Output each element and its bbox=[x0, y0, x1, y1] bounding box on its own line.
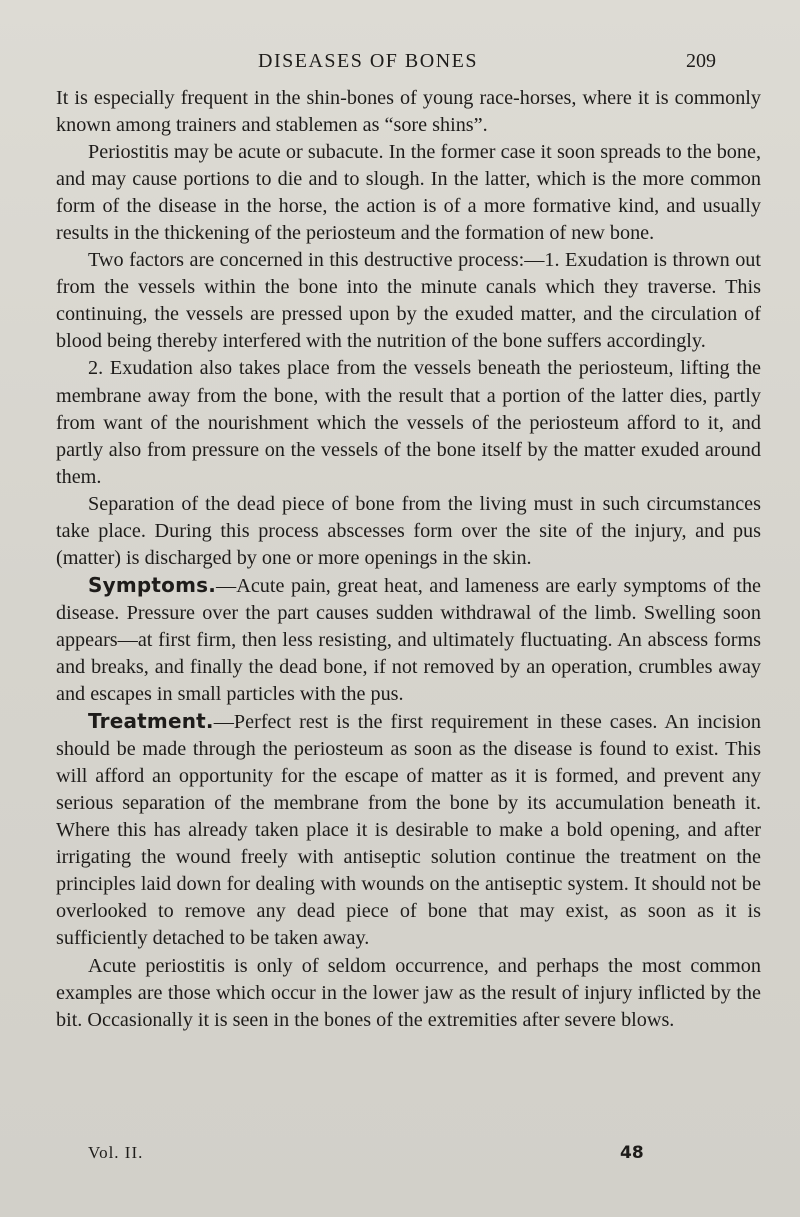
signature-mark: 48 bbox=[620, 1143, 644, 1163]
paragraph-3 bbox=[56, 247, 761, 355]
section-heading-symptoms: Symptoms. bbox=[88, 572, 217, 597]
paragraph-5 bbox=[56, 491, 761, 572]
page-footer bbox=[0, 1143, 800, 1167]
paragraph-treatment bbox=[56, 708, 761, 952]
paragraph-4 bbox=[56, 355, 761, 490]
paragraph-text: It is especially frequent in the shin-bones of young race-horses, where it is commonly known among trainers and stablemen as “sore shins”. bbox=[56, 87, 761, 137]
paragraph-2 bbox=[56, 139, 761, 247]
section-heading-treatment: Treatment. bbox=[88, 709, 214, 734]
paragraph-text: Periostitis may be acute or subacute. In the former case it soon spreads to the bone, and may cause portions to die and to slough. In the latter, which is the more common form of the disease in the horse, the action is of a more formative kind, and usually results in the thickening of the periosteum and the formation of new bone. bbox=[56, 141, 761, 245]
page-header bbox=[0, 50, 800, 80]
page-body bbox=[56, 85, 761, 1034]
paragraph-8 bbox=[56, 953, 761, 1034]
paragraph-text: 2. Exudation also takes place from the vessels beneath the periosteum, lifting the membrane away from the bone, with the result that a portion of the latter dies, partly from want of the nourishment which the vessels of the periosteum afford to it, and partly also from pressure on the vessels of the bone itself by the matter exuded around them. bbox=[56, 357, 761, 488]
paragraph-text: —Acute pain, great heat, and lameness are early symptoms of the disease. Pressure over the part causes sudden withdrawal of the limb. Swelling soon appears—at first firm, then less resisting, and ultimately fluctuating. An abscess forms and breaks, and finally the dead bone, if not removed by an operation, crumbles away and escapes in small particles with the pus. bbox=[56, 574, 761, 706]
paragraph-text: Separation of the dead piece of bone from the living must in such circumstances take place. During this process abscesses form over the site of the injury, and pus (matter) is discharged by one or more openings in the skin. bbox=[56, 492, 761, 569]
page-number: 209 bbox=[686, 50, 716, 72]
paragraph-text: Acute periostitis is only of seldom occurrence, and perhaps the most common examples are those which occur in the lower jaw as the result of injury inflicted by the bit. Occasionally it is seen in the bones of the extremities after severe blows. bbox=[56, 954, 761, 1031]
paragraph-text: —Perfect rest is the first requirement in these cases. An incision should be made through the periosteum as soon as the disease is found to exist. This will afford an opportunity for the escape of matter as it is formed, and prevent any serious separation of the membrane from the bone by its accumulation beneath it. Where this has already taken place it is desirable to make a bold opening, and after irrigating the wound freely with antiseptic solution continue the treatment on the principles laid down for dealing with wounds on the antiseptic system. It should not be overlooked to remove any dead piece of bone that may exist, as soon as it is sufficiently detached to be taken away. bbox=[56, 711, 761, 950]
volume-label: Vol. II. bbox=[88, 1143, 144, 1162]
paragraph-text: Two factors are concerned in this destructive process:—1. Exudation is thrown out from the vessels within the bone into the minute canals which they traverse. This continuing, the vessels are pressed upon by the exuded matter, and the circulation of blood being thereby interfered with the nutrition of the bone suffers accordingly. bbox=[56, 249, 761, 353]
paragraph-1 bbox=[56, 85, 761, 139]
paragraph-symptoms bbox=[56, 572, 761, 708]
running-head: DISEASES OF BONES bbox=[258, 50, 478, 72]
